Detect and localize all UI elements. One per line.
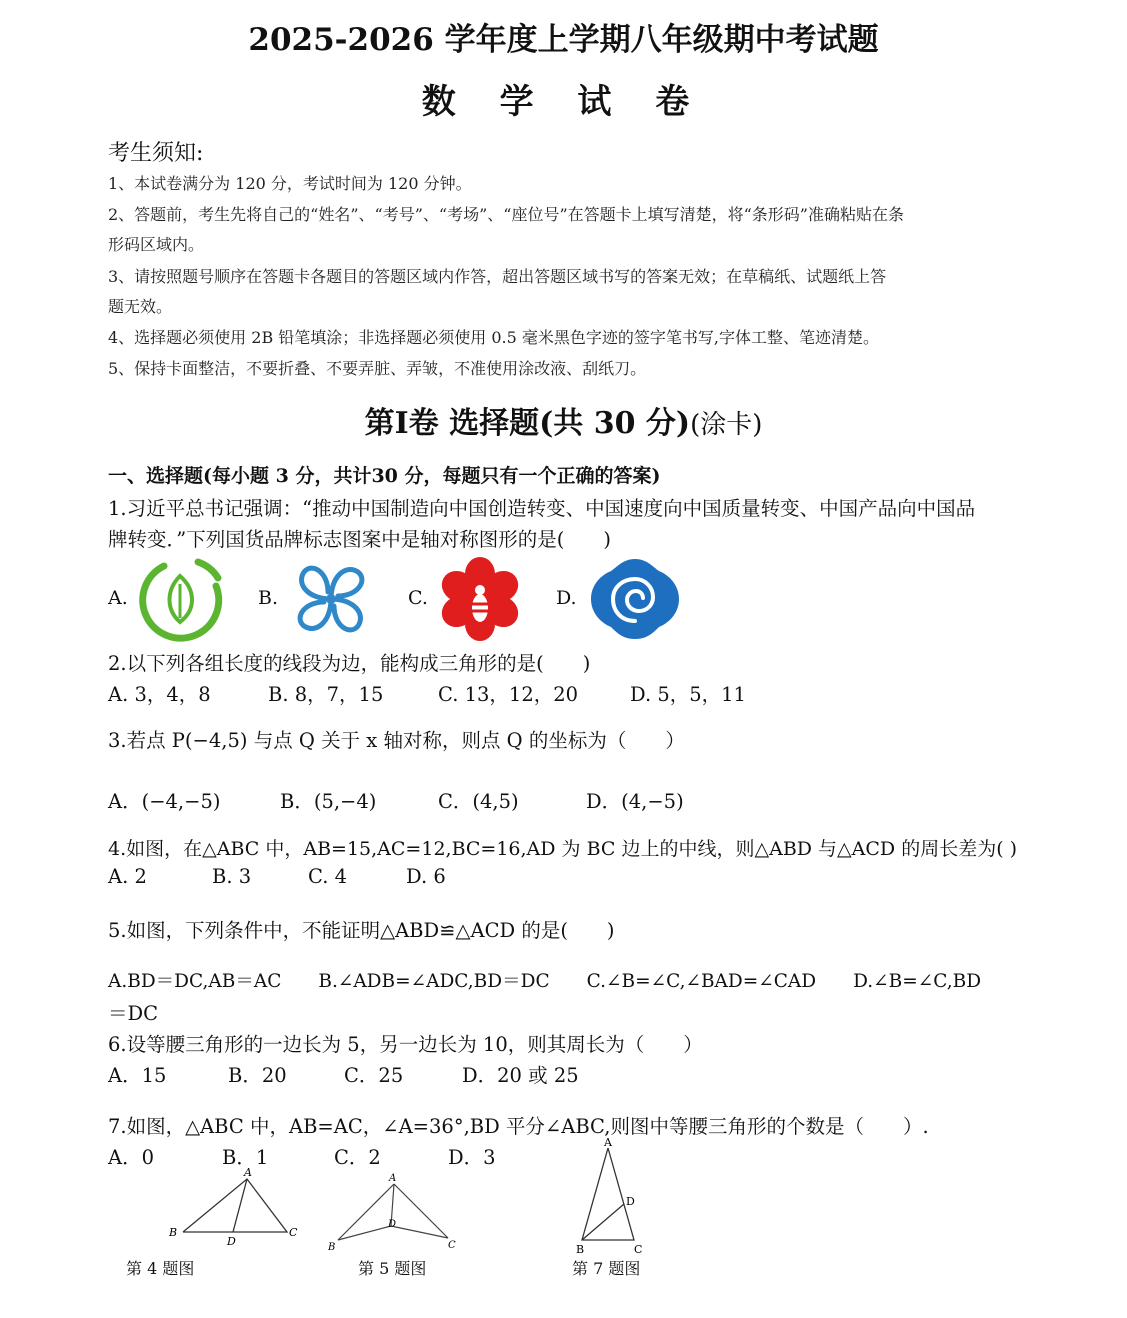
q7-option-d: D．3	[448, 1146, 496, 1169]
notice-line: 4、选择题必须使用 2B 铅笔填涂；非选择题必须使用 0.5 毫米黑色字迹的签字笔书写,字体工整、笔迹清楚。	[108, 328, 879, 347]
notice-heading: 考生须知:	[108, 141, 204, 166]
notice-line: 3、请按照题号顺序在答题卡各题目的答题区域内作答，超出答题区域书写的答案无效；在草稿纸、试题纸上答	[108, 267, 887, 286]
figure-7-diagram	[568, 1134, 648, 1259]
q7-option-c: C．2	[334, 1146, 381, 1169]
q6-option-b: B．20	[228, 1064, 287, 1087]
section-title	[0, 398, 1127, 442]
q6-option-d: D．20 或 25	[462, 1064, 579, 1087]
notice-line: 5、保持卡面整洁，不要折叠、不要弄脏、弄皱，不准使用涂改液、刮纸刀。	[108, 359, 647, 378]
logo-c-icon	[437, 556, 523, 642]
figure-4-diagram	[165, 1165, 300, 1250]
fig4-label-c: C	[289, 1226, 298, 1239]
figure-5-diagram	[324, 1170, 464, 1255]
question-5-stem: 5.如图，下列条件中，不能证明△ABD≌△ACD 的是( )	[108, 919, 615, 942]
question-1-line2: 牌转变．”下列国货品牌标志图案中是轴对称图形的是( )	[108, 528, 611, 551]
q2-option-d: D. 5，5，11	[630, 683, 746, 706]
q4-option-a: A. 2	[108, 865, 147, 888]
fig7-label-d: D	[626, 1195, 635, 1208]
question-3-stem: 3.若点 P(−4,5) 与点 Q 关于 x 轴对称，则点 Q 的坐标为（ ）	[108, 729, 685, 752]
q3-option-a: A．(−4,−5)	[108, 790, 221, 813]
q4-option-d: D. 6	[406, 865, 446, 888]
question-4-stem: 4.如图，在△ABC 中，AB=15,AC=12,BC=16,AD 为 BC 边上的中线，则△ABD 与△ACD 的周长差为( )	[108, 838, 1018, 860]
figure-5-caption: 第 5 题图	[358, 1259, 427, 1278]
q7-option-a: A．0	[108, 1146, 154, 1169]
exam-subtitle: 数 学 试 卷	[421, 82, 706, 122]
fig4-label-b: B	[169, 1226, 178, 1239]
figure-4-caption: 第 4 题图	[126, 1259, 195, 1278]
logo-a-icon	[136, 556, 226, 642]
option-label: C.	[408, 587, 428, 609]
q4-option-c: C. 4	[308, 865, 348, 888]
notice-line: 1、本试卷满分为 120 分，考试时间为 120 分钟。	[108, 174, 472, 193]
q6-option-a: A．15	[108, 1064, 167, 1087]
fig4-label-a: A	[244, 1166, 252, 1179]
option-label: A.	[108, 587, 128, 609]
q2-option-c: C. 13，12，20	[438, 683, 579, 706]
q6-option-c: C．25	[344, 1064, 404, 1087]
q2-option-b: B. 8，7，15	[268, 683, 384, 706]
q3-option-d: D．(4,−5)	[586, 790, 684, 813]
notice-line: 2、答题前，考生先将自己的“姓名”、“考号”、“考场”、“座位号”在答题卡上填写清楚，将“条形码”准确粘贴在条	[108, 205, 904, 224]
q5-options: A.BD＝DC,AB＝AC B.∠ADB=∠ADC,BD＝DC C.∠B=∠C,∠BAD=∠CAD D.∠B=∠C,BD	[108, 971, 982, 992]
q4-option-b: B. 3	[212, 865, 252, 888]
part-heading: 一、选择题(每小题 3 分，共计30 分，每题只有一个正确的答案)	[108, 465, 661, 487]
section-title-suffix: (涂卡)	[690, 410, 763, 440]
fig4-label-d: D	[227, 1235, 236, 1248]
q7-option-b: B．1	[222, 1146, 269, 1169]
question-1-line1: 1.习近平总书记强调：“推动中国制造向中国创造转变、中国速度向中国质量转变、中国产品向中国品	[108, 497, 976, 520]
q2-option-a: A. 3，4，8	[108, 683, 211, 706]
option-label: D.	[556, 587, 577, 609]
logo-d-icon	[587, 555, 683, 643]
fig7-label-a: A	[604, 1136, 612, 1149]
exam-title: 2025-2026 学年度上学期八年级期中考试题	[248, 22, 879, 58]
question-7-stem: 7.如图，△ABC 中，AB=AC，∠A=36°,BD 平分∠ABC,则图中等腰三角形的个数是（ ）.	[108, 1115, 929, 1138]
q5-options-wrap: ＝DC	[108, 1002, 159, 1025]
fig5-label-d: D	[388, 1219, 397, 1230]
logo-b-icon	[288, 556, 374, 642]
q3-option-b: B．(5,−4)	[280, 790, 377, 813]
notice-line: 题无效。	[108, 297, 173, 316]
fig5-label-c: C	[448, 1240, 456, 1251]
figure-7-caption: 第 7 题图	[572, 1259, 641, 1278]
question-2-stem: 2.以下列各组长度的线段为边，能构成三角形的是( )	[108, 652, 591, 675]
q3-option-c: C．(4,5)	[438, 790, 519, 813]
fig5-label-b: B	[328, 1242, 336, 1253]
fig5-label-a: A	[389, 1173, 397, 1184]
section-title-text: 第Ⅰ卷 选择题(共 30 分)	[364, 406, 691, 441]
option-label: B.	[258, 587, 279, 609]
fig7-label-c: C	[634, 1243, 643, 1256]
notice-line: 形码区域内。	[108, 235, 205, 254]
fig7-label-b: B	[576, 1243, 585, 1256]
question-6-stem: 6.设等腰三角形的一边长为 5，另一边长为 10，则其周长为（ ）	[108, 1033, 703, 1056]
